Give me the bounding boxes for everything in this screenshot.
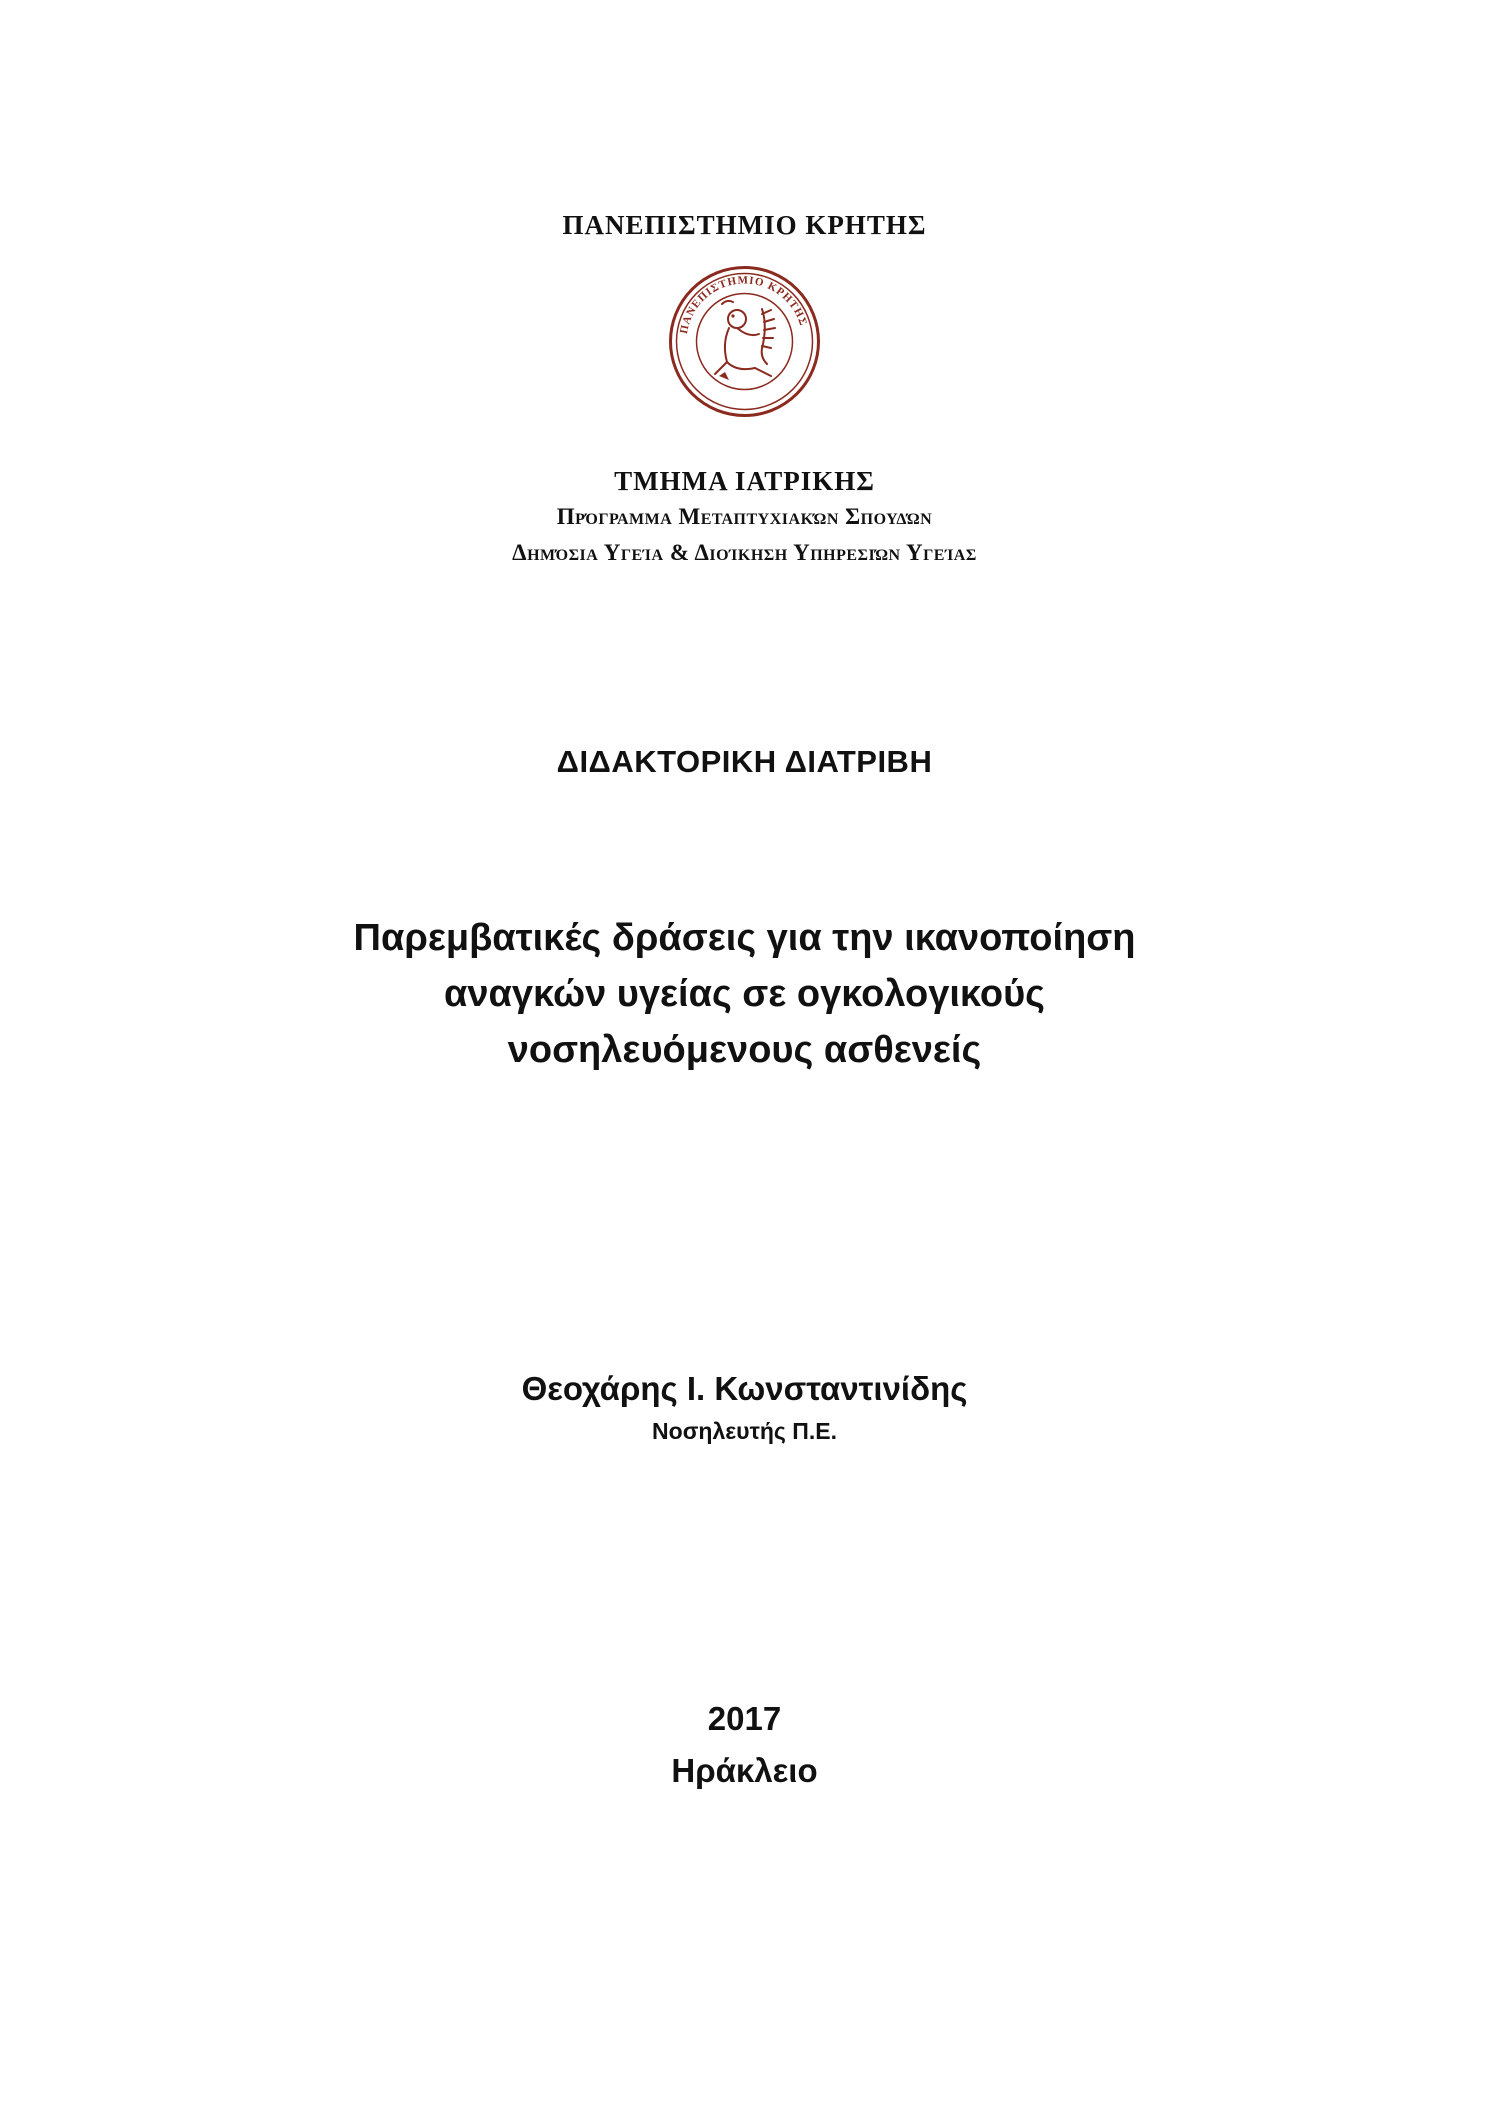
publication-place: Ηράκλειο xyxy=(671,1752,818,1789)
publication-year: 2017 xyxy=(707,1700,782,1737)
thesis-title xyxy=(0,910,1489,1078)
thesis-title-line: αναγκών υγείας σε ογκολογικούς xyxy=(444,973,1045,1015)
author-role: Νοσηλευτής Π.Ε. xyxy=(652,1418,837,1444)
thesis-title-line: νοσηλευόμενους ασθενείς xyxy=(507,1029,982,1071)
seal-text: ΠΑΝΕΠΙΣΤΗΜΙΟ ΚΡΗΤΗΣ xyxy=(677,274,810,335)
department-name: ΤΜΗΜΑ ΙΑΤΡΙΚΗΣ xyxy=(614,466,875,496)
university-name: ΠΑΝΕΠΙΣΤΗΜΙΟ ΚΡΗΤΗΣ xyxy=(562,210,927,240)
program-specialization: Δημόσια Υγεία & Διοίκηση Υπηρεσιών Υγείας xyxy=(512,540,977,565)
thesis-title-line: Παρεμβατικές δράσεις για την ικανοποίηση xyxy=(353,917,1136,959)
university-seal-icon xyxy=(667,264,822,419)
program-name: Πρόγραμμα Μεταπτυχιακών Σπουδών xyxy=(556,504,933,529)
university-seal xyxy=(667,264,822,419)
author-name: Θεοχάρης Ι. Κωνσταντινίδης xyxy=(521,1370,968,1407)
document-type: ΔΙΔΑΚΤΟΡΙΚΗ ΔΙΑΤΡΙΒΗ xyxy=(556,744,933,779)
